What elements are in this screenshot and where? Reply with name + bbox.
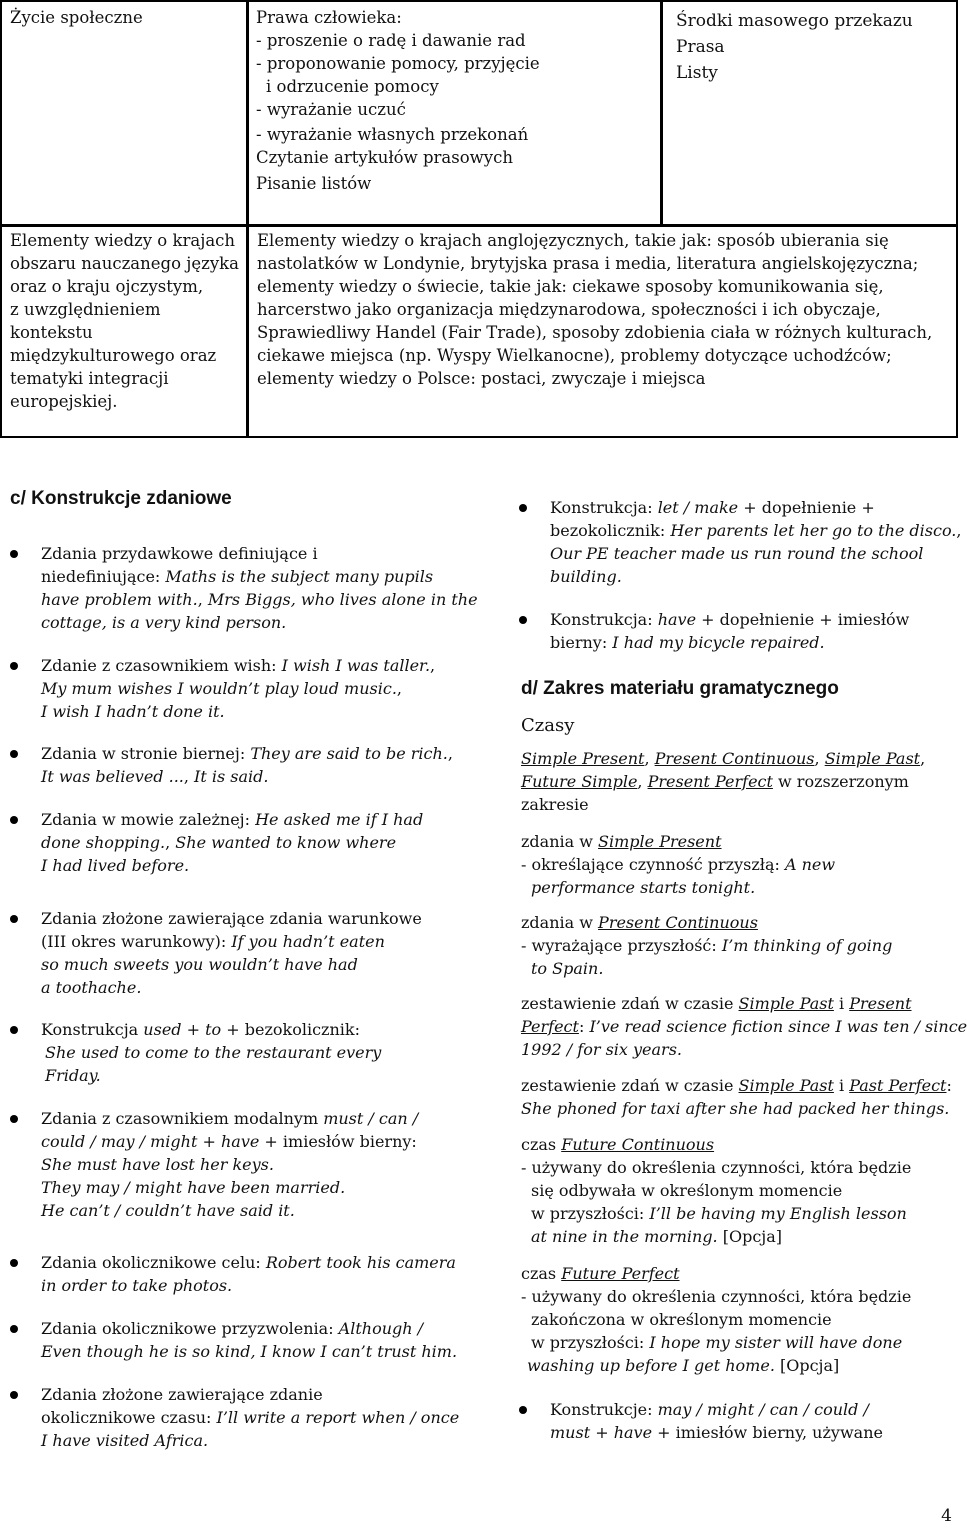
page-number: 4 bbox=[941, 1506, 952, 1526]
list-item: Konstrukcja: let / make + dopełnienie + bezokolicznik: Her parents let her go to the disco., Our PE teacher made us run round the school building. bbox=[550, 496, 961, 588]
table-divider bbox=[246, 0, 249, 438]
grammar-paragraph: czas Future Perfect - używany do określenia czynności, która będzie zakończona w określonym momencie w przyszłości: I hope my sister will have done washing up before I get home. [Opcja] bbox=[521, 1264, 912, 1375]
table-cell-topic: Życie społeczne bbox=[10, 8, 143, 27]
section-d-heading: d/ Zakres materiału gramatycznego bbox=[521, 678, 839, 699]
bullet-icon bbox=[519, 504, 527, 512]
table-cell-knowledge-heading: Elementy wiedzy o krajach obszaru nauczanego języka oraz o kraju ojczystym, z uwzględnieniem kontekstu międzykulturowego oraz tematyki integracji europejskiej. bbox=[10, 231, 239, 411]
list-item: Zdania złożone zawierające zdanie okolicznikowe czasu: I’ll write a report when / once I have visited Africa. bbox=[41, 1383, 459, 1452]
grammar-paragraph: zestawienie zdań w czasie Simple Past i Past Perfect: She phoned for taxi after she had packed her things. bbox=[521, 1076, 952, 1118]
bullet-icon bbox=[10, 1026, 18, 1034]
section-c-heading: c/ Konstrukcje zdaniowe bbox=[10, 488, 232, 509]
grammar-paragraph: zdania w Present Continuous - wyrażające przyszłość: I’m thinking of going to Spain. bbox=[521, 913, 893, 978]
bullet-icon bbox=[10, 750, 18, 758]
list-item: Konstrukcja: have + dopełnienie + imiesłów bierny: I had my bicycle repaired. bbox=[550, 608, 909, 654]
table-divider bbox=[0, 224, 958, 227]
bullet-icon bbox=[10, 550, 18, 558]
list-item: Zdania złożone zawierające zdania warunkowe (III okres warunkowy): If you hadn’t eaten so much sweets you wouldn’t have had a toothache. bbox=[41, 907, 422, 999]
bullet-icon bbox=[10, 1391, 18, 1399]
grammar-paragraph: zdania w Simple Present - określające czynność przyszłą: A new performance starts tonight. bbox=[521, 832, 836, 897]
list-item: Zdania okolicznikowe celu: Robert took his camera in order to take photos. bbox=[41, 1251, 456, 1297]
grammar-paragraph: czas Future Continuous - używany do określenia czynności, która będzie się odbywała w określonym momencie w przyszłości: I’ll be having my English lesson at nine in the morning. [Opcja] bbox=[521, 1135, 912, 1246]
table-cell-skills: Prawa człowieka: - proszenie o radę i dawanie rad - proponowanie pomocy, przyjęcie i odrzucenie pomocy - wyrażanie uczuć - wyrażanie własnych przekonań Czytanie artykułów prasowych Pisanie listów bbox=[256, 8, 540, 193]
list-item: Zdania z czasownikiem modalnym must / can / could / may / might + have + imiesłów bierny: She must have lost her keys. They may / might have been married. He can’t / couldn’t have said it. bbox=[41, 1107, 418, 1222]
table-cell-media: Środki masowego przekazu Prasa Listy bbox=[676, 11, 913, 83]
bullet-icon bbox=[10, 1325, 18, 1333]
bullet-icon bbox=[10, 915, 18, 923]
list-item: Zdania w mowie zależnej: He asked me if I had done shopping., She wanted to know where I had lived before. bbox=[41, 808, 423, 877]
grammar-paragraph: zestawienie zdań w czasie Simple Past i Present Perfect: I’ve read science fiction since I was ten / since 1992 / for six years. bbox=[521, 994, 967, 1059]
tenses-heading: Czasy bbox=[521, 715, 575, 736]
table-divider bbox=[660, 0, 663, 226]
list-item: Zdania w stronie biernej: They are said to be rich., It was believed ..., It is said. bbox=[41, 742, 453, 788]
table-cell-knowledge-content: Elementy wiedzy o krajach anglojęzycznych, takie jak: sposób ubierania się nastolatków w Londynie, brytyjska prasa i media, literatura angielskojęzyczna; elementy wiedzy o świecie, takie jak: ciekawe sposoby komunikowania się, harcerstwo jako organizacja międzynarodowa, społeczności i ich obyczaje, Sprawiedliwy Handel (Fair Trade), sposoby zdobienia ciała w różnych kulturach, ciekawe miejsca (np. Wyspy Wielkanocne), problemy dotyczące uchodźców; elementy wiedzy o Polsce: postaci, zwyczaje i miejsca bbox=[257, 231, 933, 388]
bullet-icon bbox=[10, 816, 18, 824]
list-item: Zdania okolicznikowe przyzwolenia: Although / Even though he is so kind, I know I can’t trust him. bbox=[41, 1317, 457, 1363]
bullet-icon bbox=[519, 616, 527, 624]
bullet-icon bbox=[519, 1406, 527, 1414]
list-item: Konstrukcja used + to + bezokolicznik: She used to come to the restaurant every Friday. bbox=[41, 1018, 381, 1087]
list-item: Zdanie z czasownikiem wish: I wish I was taller., My mum wishes I wouldn’t play loud music., I wish I hadn’t done it. bbox=[41, 654, 435, 723]
list-item: Konstrukcje: may / might / can / could / must + have + imiesłów bierny, używane bbox=[550, 1398, 883, 1444]
list-item: Zdania przydawkowe definiujące i niedefiniujące: Maths is the subject many pupils have problem with., Mrs Biggs, who lives alone in the cottage, is a very kind person. bbox=[41, 542, 478, 634]
bullet-icon bbox=[10, 1115, 18, 1123]
tenses-list: Simple Present, Present Continuous, Simple Past, Future Simple, Present Perfect w rozszerzonym zakresie bbox=[521, 749, 926, 814]
bullet-icon bbox=[10, 1259, 18, 1267]
bullet-icon bbox=[10, 662, 18, 670]
